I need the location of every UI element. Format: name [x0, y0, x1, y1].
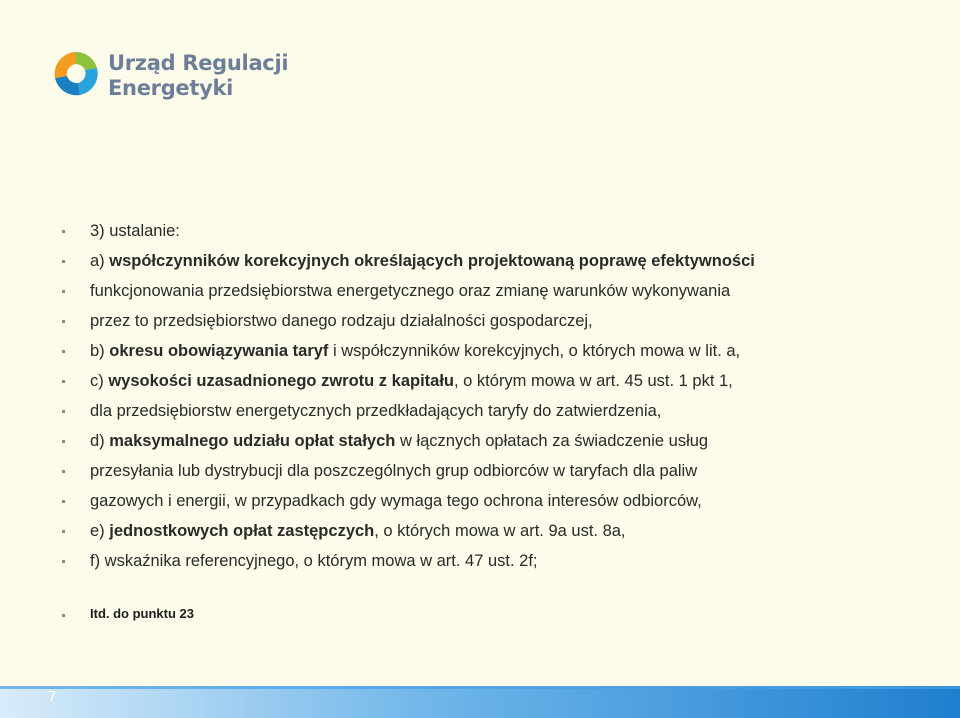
line-text: d) maksymalnego udziału opłat stałych w łącznych opłatach za świadczenie usług	[90, 432, 709, 450]
list-item	[62, 216, 942, 246]
list-item	[62, 306, 942, 336]
bullet-icon	[62, 320, 65, 323]
footer-bar	[0, 686, 960, 718]
bullet-icon	[62, 614, 65, 617]
page-number: 7	[48, 688, 57, 705]
line-text: gazowych i energii, w przypadkach gdy wymaga tego ochrona interesów odbiorców,	[90, 492, 702, 510]
ure-logo-icon	[50, 48, 102, 100]
list-item	[62, 516, 942, 546]
bullet-icon	[62, 230, 65, 233]
line-text: funkcjonowania przedsiębiorstwa energetycznego oraz zmianę warunków wykonywania	[90, 282, 731, 300]
bullet-icon	[62, 410, 65, 413]
bullet-icon	[62, 530, 65, 533]
line-text: dla przedsiębiorstw energetycznych przedkładających taryfy do zatwierdzenia,	[90, 402, 662, 420]
line-text: c) wysokości uzasadnionego zwrotu z kapitału, o którym mowa w art. 45 ust. 1 pkt 1,	[90, 372, 733, 390]
logo-title-line1: Urząd Regulacji	[108, 51, 289, 75]
logo-title-line2: Energetyki	[108, 76, 234, 100]
bullet-icon	[62, 560, 65, 563]
list-item	[62, 486, 942, 516]
line-text: f) wskaźnika referencyjnego, o którym mowa w art. 47 ust. 2f;	[90, 552, 538, 570]
footer-strip	[0, 686, 960, 689]
list-item	[62, 336, 942, 366]
line-text: e) jednostkowych opłat zastępczych, o których mowa w art. 9a ust. 8a,	[90, 522, 626, 540]
bullet-icon	[62, 290, 65, 293]
list-item	[62, 276, 942, 306]
bullet-icon	[62, 500, 65, 503]
bullet-icon	[62, 470, 65, 473]
bullet-icon	[62, 350, 65, 353]
line-text: przez to przedsiębiorstwo danego rodzaju działalności gospodarczej,	[90, 312, 593, 330]
list-item	[62, 456, 942, 486]
list-item	[62, 396, 942, 426]
list-item	[62, 546, 942, 576]
line-text: a) współczynników korekcyjnych określających projektowaną poprawę efektywności	[90, 252, 755, 270]
line-text: 3) ustalanie:	[90, 222, 180, 240]
bullet-icon	[62, 440, 65, 443]
line-text: przesyłania lub dystrybucji dla poszczególnych grup odbiorców w taryfach dla paliw	[90, 462, 698, 480]
slide-body	[62, 216, 942, 576]
bullet-icon	[62, 380, 65, 383]
list-item	[62, 246, 942, 276]
line-text: b) okresu obowiązywania taryf i współczynników korekcyjnych, o których mowa w lit. a,	[90, 342, 741, 360]
footnote-text: Itd. do punktu 23	[90, 606, 194, 621]
ure-logo	[50, 48, 289, 106]
bullet-icon	[62, 260, 65, 263]
footnote	[90, 606, 194, 621]
list-item	[62, 426, 942, 456]
list-item	[62, 366, 942, 396]
